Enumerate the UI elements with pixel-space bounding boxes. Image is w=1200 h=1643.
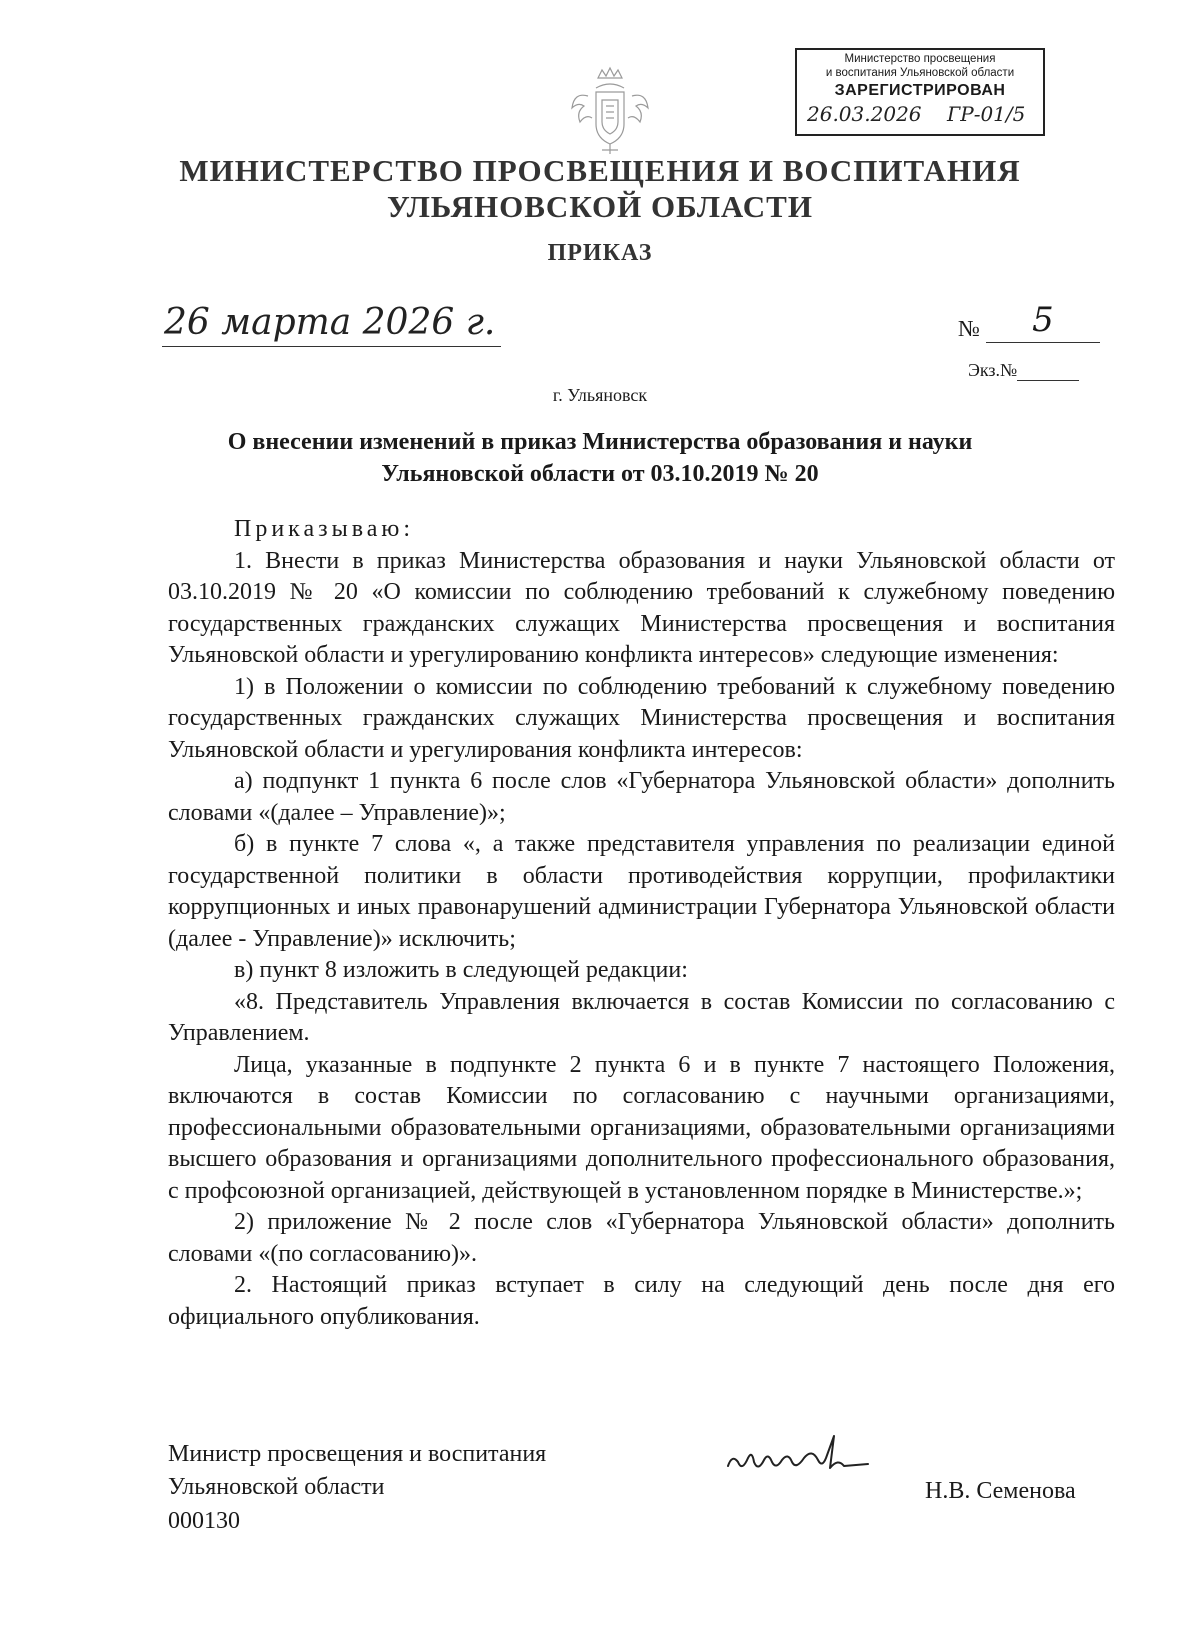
coat-of-arms-icon bbox=[568, 66, 652, 156]
order-number-value: 5 bbox=[986, 300, 1100, 343]
signer-position bbox=[168, 1438, 546, 1504]
ministry-name-line-2: УЛЬЯНОВСКОЙ ОБЛАСТИ bbox=[387, 189, 813, 224]
body-paragraph-4: б) в пункте 7 слова «, а также представителя управления по реализации единой государственной политики в области противодействия коррупции, профилактики коррупционных и иных правонарушений администрации Губернатора Ульяновской области (далее - Управление)» исключить; bbox=[168, 831, 1115, 952]
body-paragraph-1: 1. Внести в приказ Министерства образования и науки Ульяновской области от 03.10.2019 № 20 «О комиссии по соблюдению требований к служебному поведению государственных гражданских служащих Министерства просвещения и воспитания Ульяновской области и урегулированию конфликта интересов» следующие изменения: bbox=[168, 547, 1115, 668]
handwritten-date: 26 марта 2026 г. bbox=[162, 302, 501, 347]
body-paragraph-9: 2. Настоящий приказ вступает в силу на следующий день после дня его официального опубликования. bbox=[168, 1272, 1115, 1330]
body-paragraph-8: 2) приложение № 2 после слов «Губернатора Ульяновской области» дополнить словами «(по согласованию)». bbox=[168, 1209, 1115, 1267]
stamp-handwriting bbox=[797, 102, 1043, 128]
signer-position-line-1: Министр просвещения и воспитания bbox=[168, 1441, 547, 1467]
stamp-line-2: и воспитания Ульяновской области bbox=[825, 67, 1015, 79]
title-line-2: Ульяновской области от 03.10.2019 № 20 bbox=[381, 461, 819, 487]
copy-number-label: Экз.№ bbox=[968, 360, 1018, 380]
body-paragraph-6: «8. Представитель Управления включается в состав Комиссии по согласованию с Управлением. bbox=[168, 988, 1115, 1046]
body-paragraph-5: в) пункт 8 изложить в следующей редакции: bbox=[234, 957, 688, 983]
registration-stamp bbox=[795, 48, 1045, 136]
document-body bbox=[168, 514, 1115, 1333]
copy-number bbox=[968, 360, 1079, 381]
stamp-reg-number: ГР-01/5 bbox=[947, 102, 1026, 126]
body-paragraph-7: Лица, указанные в подпункте 2 пункта 6 и в пункте 7 настоящего Положения, включаются в состав Комиссии по согласованию с научными организациями, профессиональными образовательными организациями, образовательными организациями высшего образования и организациями дополнительного профессионального образования, с профсоюзной организацией, действующей в установленном порядке в Министерстве.»; bbox=[168, 1051, 1115, 1204]
city: г. Ульяновск bbox=[552, 385, 648, 405]
handwritten-signature-icon bbox=[722, 1428, 872, 1488]
body-paragraph-3: а) подпункт 1 пункта 6 после слов «Губернатора Ульяновской области» дополнить словами «(далее – Управление)»; bbox=[168, 768, 1115, 826]
order-number-label: № bbox=[958, 316, 980, 341]
stamp-reg-date: 26.03.2026 bbox=[807, 102, 922, 126]
body-paragraph-0: Приказываю: bbox=[234, 516, 414, 542]
stamp-status: ЗАРЕГИСТРИРОВАН bbox=[834, 82, 1006, 99]
document-type: ПРИКАЗ bbox=[547, 240, 653, 266]
document-title bbox=[150, 426, 1050, 490]
signer-position-line-2: Ульяновской области bbox=[168, 1474, 385, 1500]
document-code: 000130 bbox=[168, 1508, 240, 1534]
title-line-1: О внесении изменений в приказ Министерства образования и науки bbox=[227, 429, 973, 455]
signer-name: Н.В. Семенова bbox=[925, 1478, 1076, 1504]
ministry-name-line-1: МИНИСТЕРСТВО ПРОСВЕЩЕНИЯ И ВОСПИТАНИЯ bbox=[179, 153, 1021, 188]
copy-number-blank bbox=[1017, 364, 1079, 381]
stamp-line-1: Министерство просвещения bbox=[844, 53, 996, 65]
body-paragraph-2: 1) в Положении о комиссии по соблюдению требований к служебному поведению государственных гражданских служащих Министерства просвещения и воспитания Ульяновской области и урегулирования конфликта интересов: bbox=[168, 673, 1115, 763]
